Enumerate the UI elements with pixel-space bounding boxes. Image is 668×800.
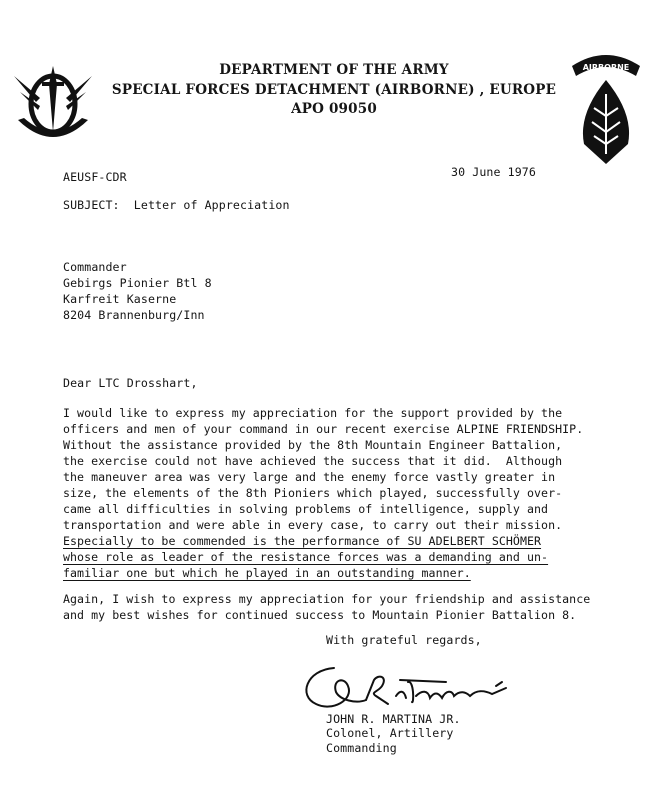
address-line: Karfreit Kaserne: [63, 292, 177, 306]
paragraph-line: size, the elements of the 8th Pioniers which played, successfully over-: [63, 486, 563, 500]
subject-line: SUBJECT: Letter of Appreciation: [63, 198, 290, 212]
salutation: Dear LTC Drosshart,: [63, 376, 198, 390]
paragraph-line: Again, I wish to express my appreciation for your friendship and assistance: [63, 592, 591, 606]
airborne-tab-text: AIRBORNE: [582, 63, 630, 72]
paragraph-line: I would like to express my appreciation for the support provided by the: [63, 406, 563, 420]
address-line: Gebirgs Pionier Btl 8: [63, 276, 212, 290]
signatory-name: JOHN R. MARTINA JR.: [326, 712, 461, 726]
address-line: Commander: [63, 260, 127, 274]
reference-code: AEUSF-CDR: [63, 170, 127, 184]
paragraph-line: came all difficulties in solving problems of intelligence, supply and: [63, 502, 549, 516]
paragraph-line: the maneuver area was very large and the enemy force vastly greater in: [63, 470, 556, 484]
closing: With grateful regards,: [326, 633, 482, 647]
handwritten-signature: [296, 660, 516, 720]
underlined-line: whose role as leader of the resistance forces was a demanding and un-: [63, 550, 549, 564]
header-line-2: SPECIAL FORCES DETACHMENT (AIRBORNE) , EUROPE: [111, 82, 557, 98]
paragraph-line: transportation and were able in every case, to carry out their mission.: [63, 518, 563, 532]
signatory-title: Commanding: [326, 741, 397, 755]
paragraph-line: and my best wishes for continued success to Mountain Pionier Battalion 8.: [63, 608, 577, 622]
header-line-3: APO 09050: [291, 101, 377, 117]
header-line-1: DEPARTMENT OF THE ARMY: [219, 62, 449, 78]
paragraph-line: the exercise could not have achieved the success that it did. Although: [63, 454, 563, 468]
signatory-rank: Colonel, Artillery: [326, 726, 454, 740]
address-line: 8204 Brannenburg/Inn: [63, 308, 205, 322]
paragraph-line: officers and men of your command in our recent exercise ALPINE FRIENDSHIP.: [63, 422, 584, 436]
paragraph-line: Without the assistance provided by the 8th Mountain Engineer Battalion,: [63, 438, 563, 452]
letter-date: 30 June 1976: [451, 165, 536, 179]
underlined-line: Especially to be commended is the performance of SU ADELBERT SCHÖMER: [63, 534, 542, 548]
underlined-line: familiar one but which he played in an outstanding manner.: [63, 566, 471, 580]
